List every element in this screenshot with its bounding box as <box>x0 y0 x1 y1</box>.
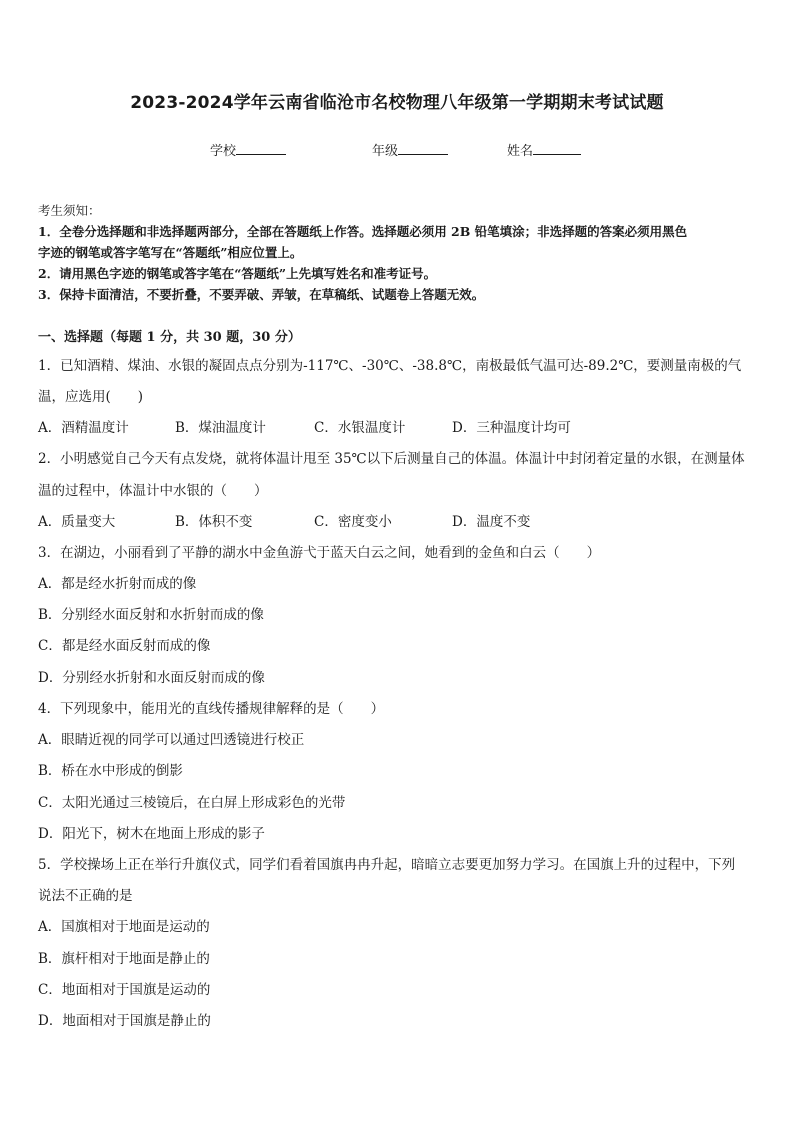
student-info-row <box>0 140 794 160</box>
school-field <box>210 140 286 159</box>
option-d: D．阳光下，树木在地面上形成的影子 <box>38 826 265 842</box>
name-blank <box>533 140 581 155</box>
exam-title: 2023-2024学年云南省临沧市名校物理八年级第一学期期末考试试题 <box>130 93 664 113</box>
notice-heading: 考生须知： <box>38 203 101 218</box>
school-blank <box>236 140 286 155</box>
question-4-line-1: 4．下列现象中，能用光的直线传播规律解释的是（ ） <box>38 701 385 717</box>
grade-label: 年级 <box>372 144 399 159</box>
grade-field <box>372 140 448 159</box>
question-5-line-2: 说法不正确的是 <box>38 888 133 904</box>
option-d: D．三种温度计均可 <box>452 420 571 436</box>
option-d: D．地面相对于国旗是静止的 <box>38 1013 211 1029</box>
option-a: A．国旗相对于地面是运动的 <box>38 919 210 935</box>
question-2-options <box>38 510 738 530</box>
option-a: A．都是经水折射而成的像 <box>38 576 197 592</box>
question-2-line-2: 温的过程中，体温计中水银的（ ） <box>38 483 268 499</box>
option-a: A．酒精温度计 <box>38 420 129 436</box>
grade-blank <box>398 140 448 155</box>
section-heading: 一、选择题（每题 1 分，共 30 题，30 分） <box>38 330 301 345</box>
question-3-line-1: 3．在湖边，小丽看到了平静的湖水中金鱼游弋于蓝天白云之间，她看到的金鱼和白云（ ） <box>38 545 601 561</box>
option-b: B．分别经水面反射和水折射而成的像 <box>38 607 264 623</box>
notice-item: 1．全卷分选择题和非选择题两部分，全部在答题纸上作答。选择题必须用 2B 铅笔填涂；非选择题的答案必须用黑色 <box>38 224 688 239</box>
question-2-line-1: 2．小明感觉自己今天有点发烧，就将体温计甩至 35℃以下后测量自己的体温。体温计中封闭着定量的水银，在测量体 <box>38 451 745 467</box>
option-d: D．温度不变 <box>452 514 531 530</box>
name-label: 姓名 <box>507 144 534 159</box>
notice-block <box>38 200 758 305</box>
school-label: 学校 <box>210 144 237 159</box>
option-c: C．密度变小 <box>314 514 392 530</box>
notice-item: 2．请用黑色字迹的钢笔或答字笔在“答题纸”上先填写姓名和准考证号。 <box>38 266 437 281</box>
option-a: A．眼睛近视的同学可以通过凹透镜进行校正 <box>38 732 305 748</box>
option-b: B．旗杆相对于地面是静止的 <box>38 951 210 967</box>
option-c: C．水银温度计 <box>314 420 406 436</box>
notice-item: 3．保持卡面清洁，不要折叠，不要弄破、弄皱，在草稿纸、试题卷上答题无效。 <box>38 287 485 302</box>
question-1-options <box>38 416 738 436</box>
question-5-line-1: 5．学校操场上正在举行升旗仪式，同学们看着国旗冉冉升起，暗暗立志要更加努力学习。在国旗上升的过程中，下列 <box>38 857 736 873</box>
option-b: B．煤油温度计 <box>175 420 266 436</box>
option-d: D．分别经水折射和水面反射而成的像 <box>38 670 265 686</box>
name-field <box>507 140 581 159</box>
option-b: B．体积不变 <box>175 514 253 530</box>
option-b: B．桥在水中形成的倒影 <box>38 763 183 779</box>
option-a: A．质量变大 <box>38 514 116 530</box>
option-c: C．地面相对于国旗是运动的 <box>38 982 211 998</box>
option-c: C．都是经水面反射而成的像 <box>38 638 211 654</box>
question-1-line-2: 温，应选用( ) <box>38 389 144 405</box>
option-c: C．太阳光通过三棱镜后，在白屏上形成彩色的光带 <box>38 795 346 811</box>
notice-item: 字迹的钢笔或答字笔写在“答题纸”相应位置上。 <box>38 245 303 260</box>
question-1-line-1: 1．已知酒精、煤油、水银的凝固点点分别为-117℃、-30℃、-38.8℃，南极最低气温可达-89.2℃，要测量南极的气 <box>38 358 742 374</box>
